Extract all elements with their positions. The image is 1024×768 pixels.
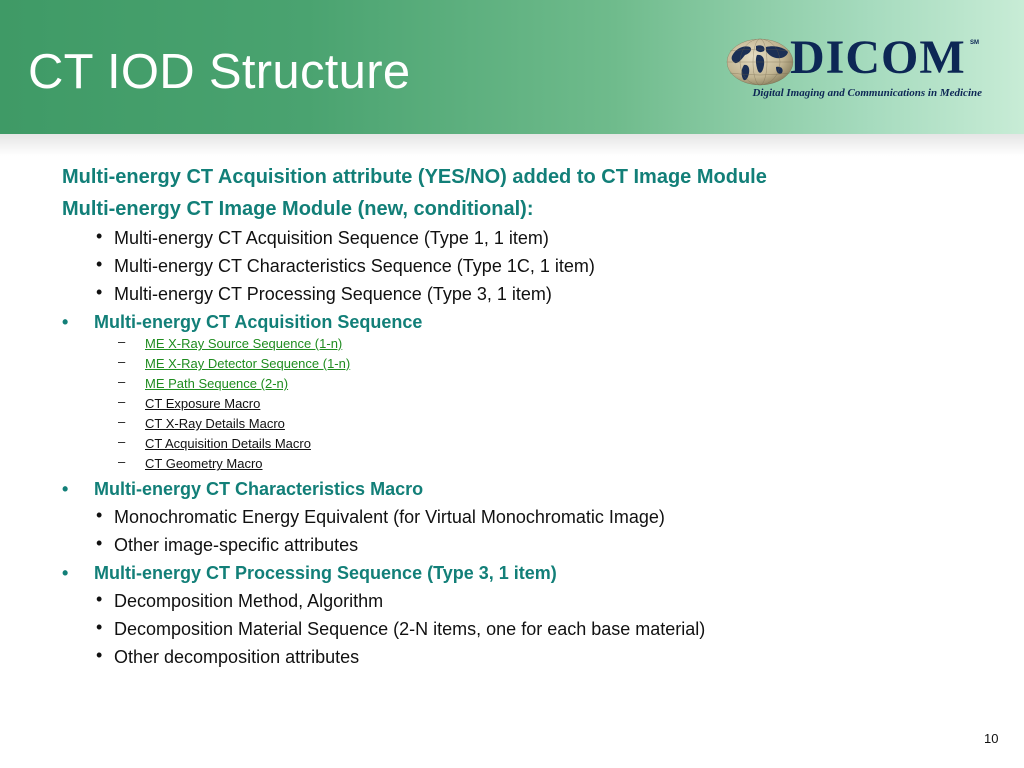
link-ct-exposure-macro[interactable]: CT Exposure Macro (145, 396, 261, 411)
link-ct-acquisition-details-macro[interactable]: CT Acquisition Details Macro (145, 436, 311, 451)
page-number: 10 (984, 731, 999, 746)
slide-title: CT IOD Structure (28, 45, 411, 99)
heading-me-acquisition-attribute: Multi-energy CT Acquisition attribute (YES/NO) added to CT Image Module (62, 166, 767, 188)
slide-content: Multi-energy CT Acquisition attribute (YES/NO) added to CT Image Module Multi-energy CT Image Module (new, conditional): • Multi-energy CT Acquisition Sequence (Type 1, 1 item) • Multi-energy CT Characteristics Sequence (Type 1C, 1 item) • Multi-energy CT Processing Sequence (Type 3, 1 item) • Multi-energy CT Acquisition Sequence – ME X-Ray Source Sequence (1-n) – ME X-Ray Detector Sequence (1-n) – ME Path Sequence (2-n) – CT Exposure Macro – CT X-Ray Details Macro – CT Acquisition Details Macro – CT Geometry Macro • Multi-energy CT Characteristics Macro • Monochromatic Energy Equivalent (for Virtual Monochromatic Image) • Other image-specific attributes • Multi-energy CT Processing Sequence (Type 3, 1 item) • Decomposition Method, Algorithm • Decomposition Material Sequence (2-N items, one for each base material) • Other decomposition attributes (62, 166, 767, 667)
logo-tagline: Digital Imaging and Communications in Medicine (752, 87, 982, 99)
link-me-xray-source-sequence[interactable]: ME X-Ray Source Sequence (1-n) (145, 336, 343, 351)
dash-icon: – (118, 414, 126, 429)
bullet-dot-icon: • (96, 226, 103, 246)
dash-icon: – (118, 434, 126, 449)
bullet-dot-icon: • (96, 533, 103, 553)
logo-wordmark: DICOM (790, 31, 966, 84)
bullet-dot-icon: • (62, 479, 69, 499)
bullet-dot-icon: • (96, 505, 103, 525)
heading-me-image-module: Multi-energy CT Image Module (new, conditional): (62, 198, 534, 220)
dash-icon: – (118, 454, 126, 469)
link-me-xray-detector-sequence[interactable]: ME X-Ray Detector Sequence (1-n) (145, 356, 351, 371)
bullet-dot-icon: • (62, 563, 69, 583)
link-ct-geometry-macro[interactable]: CT Geometry Macro (145, 456, 263, 471)
bullet-dot-icon: • (96, 617, 103, 637)
link-ct-xray-details-macro[interactable]: CT X-Ray Details Macro (145, 416, 285, 431)
bullet-dot-icon: • (62, 312, 69, 332)
bullet-dot-icon: • (96, 645, 103, 665)
dash-icon: – (118, 354, 126, 369)
bullet-dot-icon: • (96, 254, 103, 274)
dash-icon: – (118, 374, 126, 389)
logo-service-mark: SM (970, 40, 979, 46)
dash-icon: – (118, 394, 126, 409)
dash-icon: – (118, 334, 126, 349)
bullet-dot-icon: • (96, 282, 103, 302)
bullet-dot-icon: • (96, 589, 103, 609)
link-me-path-sequence[interactable]: ME Path Sequence (2-n) (145, 376, 289, 391)
